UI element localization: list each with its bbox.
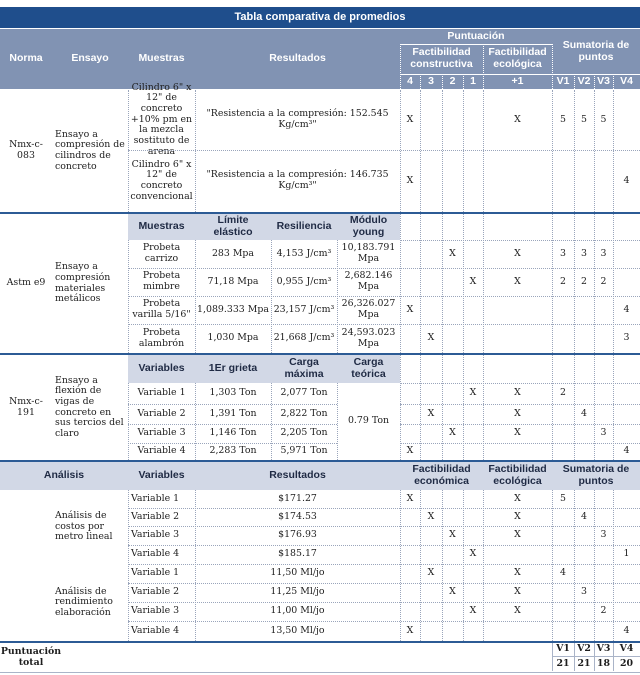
subheader-sumatoria: Sumatoria de puntos — [552, 462, 640, 490]
header-resultados: Resultados — [195, 29, 400, 89]
score-mark — [420, 490, 442, 508]
sum-value: 3 — [623, 332, 630, 344]
data-cell: Probeta alambrón — [138, 326, 185, 349]
score-mark — [420, 90, 442, 150]
sum-value — [552, 583, 574, 602]
plus1-mark — [483, 296, 552, 324]
sum-value: 2 — [600, 605, 607, 617]
data-cell: Probeta varilla 5/16" — [132, 298, 191, 320]
sum-value: 5 — [560, 492, 566, 504]
data-cell: Probeta mimbre — [142, 270, 181, 292]
header-muestras: Muestras — [128, 29, 195, 89]
header-norma: Norma — [0, 29, 52, 89]
data-cell: Variable 2 — [137, 407, 186, 419]
score-mark — [463, 150, 483, 212]
sum-value — [552, 602, 574, 621]
sum-value — [574, 324, 594, 353]
score-mark — [400, 508, 420, 526]
sum-value — [613, 602, 640, 621]
score-mark: X — [427, 567, 435, 579]
score-mark — [400, 602, 420, 621]
score-mark — [420, 240, 442, 268]
score-mark — [420, 296, 442, 324]
total-v-label: V4 — [619, 643, 634, 655]
sum-value — [594, 296, 613, 324]
plus1-mark — [483, 150, 552, 212]
total-label: Puntuación total — [0, 645, 62, 668]
resultado-cell: 11,50 Ml/jo — [270, 567, 325, 579]
score-mark — [420, 602, 442, 621]
score-mark — [442, 564, 463, 583]
variable-cell: Variable 4 — [131, 624, 180, 636]
total-v-label: V2 — [577, 643, 591, 655]
sum-value — [613, 383, 640, 404]
score-mark: X — [427, 510, 435, 522]
row-divider — [0, 641, 640, 643]
score-mark — [420, 268, 442, 296]
sum-value — [594, 508, 613, 526]
sum-value: 5 — [581, 113, 587, 125]
data-cell: Variable 4 — [137, 445, 186, 457]
score-mark — [463, 508, 483, 526]
sum-value — [574, 490, 594, 508]
sum-value — [613, 583, 640, 602]
sum-value — [552, 621, 574, 641]
subheader-cell: 1Er grieta — [195, 355, 271, 383]
subheader-variables: Variables — [128, 462, 195, 490]
data-cell: Variable 3 — [137, 427, 186, 439]
plus1-mark: X — [514, 492, 521, 504]
score-mark — [463, 296, 483, 324]
sum-value — [552, 526, 574, 545]
data-cell: 10,183.791 Mpa — [341, 242, 396, 264]
sum-value: 3 — [560, 247, 566, 259]
total-v-label: V1 — [556, 643, 570, 655]
sum-value: 4 — [581, 407, 587, 419]
sum-value — [574, 383, 594, 404]
score-mark: X — [406, 492, 414, 504]
sum-value — [613, 508, 640, 526]
sum-value — [552, 424, 574, 443]
sum-value — [594, 383, 613, 404]
sum-value — [552, 150, 574, 212]
sum-value — [574, 424, 594, 443]
sum-value: 2 — [581, 275, 587, 287]
score-mark — [463, 564, 483, 583]
resultado-cell: $176.93 — [278, 529, 317, 541]
score-mark — [400, 545, 420, 564]
data-cell: 1,146 Ton — [209, 427, 257, 439]
header-v: V4 — [613, 74, 640, 89]
variable-cell: Variable 3 — [131, 605, 180, 617]
score-mark — [463, 324, 483, 353]
score-mark — [400, 424, 420, 443]
plus1-mark — [483, 545, 552, 564]
resultado-cell: 11,25 Ml/jo — [270, 586, 325, 598]
score-mark: X — [449, 529, 456, 541]
score-mark: X — [449, 586, 456, 598]
variable-cell: Variable 4 — [131, 548, 180, 560]
sum-value: 2 — [560, 387, 566, 399]
ensayo-label: Ensayo a flexión de vigas de concreto en sus tercios del claro — [55, 374, 124, 439]
data-cell: 2,822 Ton — [280, 407, 328, 419]
score-mark — [420, 583, 442, 602]
plus1-mark: X — [514, 529, 521, 541]
header-v: V1 — [552, 74, 574, 89]
sum-value: 3 — [581, 247, 587, 259]
plus1-mark: X — [514, 275, 521, 287]
variable-cell: Variable 2 — [131, 510, 180, 522]
data-cell: 21,668 J/cm³ — [273, 332, 335, 344]
score-mark — [420, 621, 442, 641]
score-mark — [400, 564, 420, 583]
sum-value — [613, 404, 640, 424]
score-mark — [463, 240, 483, 268]
sum-value: 3 — [581, 586, 587, 598]
sum-value — [574, 621, 594, 641]
norma-label: Nmx-c-191 — [9, 395, 43, 418]
score-mark — [400, 404, 420, 424]
score-mark — [400, 324, 420, 353]
analysis-group-label: Análisis de rendimiento elaboración — [55, 585, 113, 618]
score-mark — [463, 621, 483, 641]
sum-value — [552, 404, 574, 424]
score-mark: X — [406, 174, 414, 186]
plus1-mark: X — [514, 567, 521, 579]
data-cell: 71,18 Mpa — [207, 275, 259, 287]
sum-value: 4 — [623, 445, 630, 457]
score-mark: X — [449, 247, 456, 259]
table-title: Tabla comparativa de promedios — [0, 7, 640, 28]
carga-teorica-cell: 0.79 Ton — [347, 415, 390, 427]
score-mark — [463, 443, 483, 460]
resultado-cell: $174.53 — [278, 510, 317, 522]
sum-value — [613, 490, 640, 508]
sum-value — [594, 621, 613, 641]
data-cell: 0,955 J/cm³ — [276, 275, 332, 287]
sum-value — [574, 526, 594, 545]
resultado-cell: $171.27 — [278, 492, 317, 504]
total-value: 20 — [619, 657, 634, 669]
sum-value: 2 — [560, 275, 566, 287]
score-mark — [420, 443, 442, 460]
sum-value — [613, 564, 640, 583]
plus1-mark: X — [514, 510, 521, 522]
plus1-mark: X — [514, 586, 521, 598]
sum-value — [594, 564, 613, 583]
sum-value: 4 — [623, 624, 630, 636]
subheader-analisis: Análisis — [0, 462, 128, 490]
sum-value — [552, 443, 574, 460]
score-mark: X — [469, 275, 477, 287]
score-mark — [420, 150, 442, 212]
subheader-cell: Límite elástico — [195, 214, 271, 240]
sum-value — [594, 490, 613, 508]
sum-value — [574, 602, 594, 621]
sum-value — [552, 508, 574, 526]
muestra-cell: Cilindro 6" x 12" de concreto convencional — [130, 158, 193, 202]
score-mark — [442, 404, 463, 424]
score-mark — [442, 324, 463, 353]
header-sumatoria: Sumatoria de puntos — [552, 29, 640, 74]
total-value: 18 — [596, 657, 611, 669]
sum-value — [552, 545, 574, 564]
sum-value: 3 — [600, 529, 607, 541]
score-mark — [463, 526, 483, 545]
sum-value — [594, 324, 613, 353]
sum-value: 5 — [600, 113, 607, 125]
resultado-cell: $185.17 — [278, 548, 317, 560]
resultado-cell: 13,50 Ml/jo — [270, 624, 325, 636]
data-cell: 4,153 J/cm³ — [276, 247, 332, 259]
sum-value: 3 — [600, 427, 607, 439]
sum-value — [613, 526, 640, 545]
data-cell: 2,283 Ton — [209, 445, 257, 457]
data-cell: Variable 1 — [137, 387, 186, 399]
data-cell: 2,077 Ton — [280, 387, 328, 399]
header-ensayo: Ensayo — [52, 29, 128, 89]
plus1-mark — [483, 621, 552, 641]
score-mark: X — [406, 624, 414, 636]
analysis-group-label: Análisis de costos por metro lineal — [55, 510, 113, 543]
sum-value: 4 — [560, 567, 566, 579]
sum-value: 3 — [600, 247, 607, 259]
norma-label: Nmx-c-083 — [9, 139, 43, 161]
sum-value — [574, 443, 594, 460]
score-mark — [442, 545, 463, 564]
header-score: 3 — [420, 74, 442, 89]
sum-value — [594, 150, 613, 212]
score-mark — [463, 424, 483, 443]
data-cell: 1,030 Mpa — [207, 332, 259, 344]
subheader-cell: Carga teórica — [337, 355, 400, 383]
sum-value: 1 — [623, 548, 630, 560]
header-fact-ecologica: Factibilidad ecológica — [483, 44, 552, 74]
score-mark — [442, 268, 463, 296]
score-mark — [420, 424, 442, 443]
score-mark — [400, 583, 420, 602]
total-value: 21 — [556, 657, 570, 669]
data-cell: Probeta carrizo — [142, 242, 181, 264]
subheader-cell: Carga máxima — [271, 355, 337, 383]
data-cell: 1,391 Ton — [209, 407, 257, 419]
plus1-mark — [483, 443, 552, 460]
header-puntuacion: Puntuación — [400, 29, 552, 44]
data-cell: 23,157 J/cm³ — [273, 303, 335, 315]
resultado-cell: 11,00 Ml/jo — [270, 605, 325, 617]
resultado-cell: "Resistencia a la compresión: 146.735 Kg/cm³" — [206, 169, 389, 191]
subheader-cell: Muestras — [128, 214, 195, 240]
plus1-mark: X — [514, 113, 521, 125]
score-mark — [400, 268, 420, 296]
subheader-resultados: Resultados — [195, 462, 400, 490]
sum-value — [574, 564, 594, 583]
score-mark — [400, 383, 420, 404]
sum-value: 4 — [623, 303, 630, 315]
total-value: 21 — [577, 657, 591, 669]
sum-value: 2 — [600, 275, 607, 287]
subheader-fact-ecologica: Factibilidad ecológica — [483, 462, 552, 490]
data-cell: 2,205 Ton — [280, 427, 328, 439]
score-mark — [442, 621, 463, 641]
variable-cell: Variable 3 — [131, 529, 180, 541]
plus1-mark: X — [514, 605, 521, 617]
score-mark — [400, 526, 420, 545]
score-mark — [442, 443, 463, 460]
sum-value — [594, 443, 613, 460]
muestra-cell: 12" de concreto +10% pm en la mezcla sostituto de arena — [130, 92, 193, 157]
sum-value — [613, 90, 640, 150]
variable-cell: Variable 2 — [131, 586, 180, 598]
ensayo-label: Ensayo a compresión de cilindros de concreto — [55, 128, 125, 172]
score-mark: X — [427, 407, 435, 419]
header-plus1: +1 — [483, 74, 552, 89]
subheader-cell: Resiliencia — [271, 214, 337, 240]
subheader-fact-economica: Factibilidad económica — [400, 462, 483, 490]
data-cell: 1,303 Ton — [209, 387, 257, 399]
score-mark — [442, 602, 463, 621]
header-score: 4 — [400, 74, 420, 89]
score-mark: X — [406, 113, 414, 125]
ensayo-label: Ensayo a compresión materiales metálicos — [55, 261, 111, 305]
sum-value — [594, 583, 613, 602]
data-cell: 2,682.146 Mpa — [344, 270, 393, 292]
score-mark — [463, 404, 483, 424]
data-cell: 283 Mpa — [211, 247, 255, 259]
data-cell: 24,593.023 Mpa — [341, 326, 396, 349]
sum-value: 4 — [623, 174, 630, 186]
score-mark: X — [449, 427, 456, 439]
header-v: V3 — [594, 74, 613, 89]
sum-value: 5 — [560, 113, 566, 125]
plus1-mark: X — [514, 247, 521, 259]
sum-value — [613, 240, 640, 268]
total-v-label: V3 — [596, 643, 611, 655]
data-cell: 1,089.333 Mpa — [197, 303, 269, 315]
resultado-cell: "Resistencia a la compresión: 152.545 Kg/cm³" — [206, 108, 389, 130]
sum-value — [574, 296, 594, 324]
score-mark: X — [406, 445, 414, 457]
header-score: 2 — [442, 74, 463, 89]
sum-value — [574, 150, 594, 212]
data-cell: 26,326.027 Mpa — [341, 298, 396, 320]
score-mark — [442, 150, 463, 212]
score-mark — [420, 526, 442, 545]
sum-value — [552, 324, 574, 353]
plus1-mark: X — [514, 387, 521, 399]
score-mark — [420, 545, 442, 564]
sum-value — [613, 268, 640, 296]
sum-value — [574, 545, 594, 564]
score-mark — [442, 490, 463, 508]
score-mark — [442, 90, 463, 150]
header-fact-constructiva: Factibilidad constructiva — [400, 44, 483, 74]
row-divider — [0, 672, 640, 673]
subheader-cell: Módulo young — [337, 214, 400, 240]
norma-label: Astm e9 — [6, 277, 46, 289]
plus1-mark: X — [514, 407, 521, 419]
score-mark — [463, 90, 483, 150]
score-mark — [442, 508, 463, 526]
score-mark: X — [469, 605, 477, 617]
header-score: 1 — [463, 74, 483, 89]
score-mark — [463, 490, 483, 508]
sum-value: 4 — [581, 510, 587, 522]
plus1-mark — [483, 324, 552, 353]
score-mark — [420, 383, 442, 404]
header-v: V2 — [574, 74, 594, 89]
sum-value — [594, 404, 613, 424]
sum-value — [594, 545, 613, 564]
variable-cell: Variable 1 — [131, 567, 180, 579]
score-mark — [442, 296, 463, 324]
variable-cell: Variable 1 — [131, 492, 180, 504]
plus1-mark: X — [514, 427, 521, 439]
score-mark: X — [406, 303, 414, 315]
score-mark: X — [469, 548, 477, 560]
score-mark — [400, 240, 420, 268]
sum-value — [552, 296, 574, 324]
score-mark — [463, 583, 483, 602]
sum-value — [613, 424, 640, 443]
data-cell: 5,971 Ton — [280, 445, 328, 457]
score-mark: X — [469, 387, 477, 399]
subheader-cell: Variables — [128, 355, 195, 383]
score-mark: X — [427, 332, 435, 344]
score-mark — [442, 383, 463, 404]
